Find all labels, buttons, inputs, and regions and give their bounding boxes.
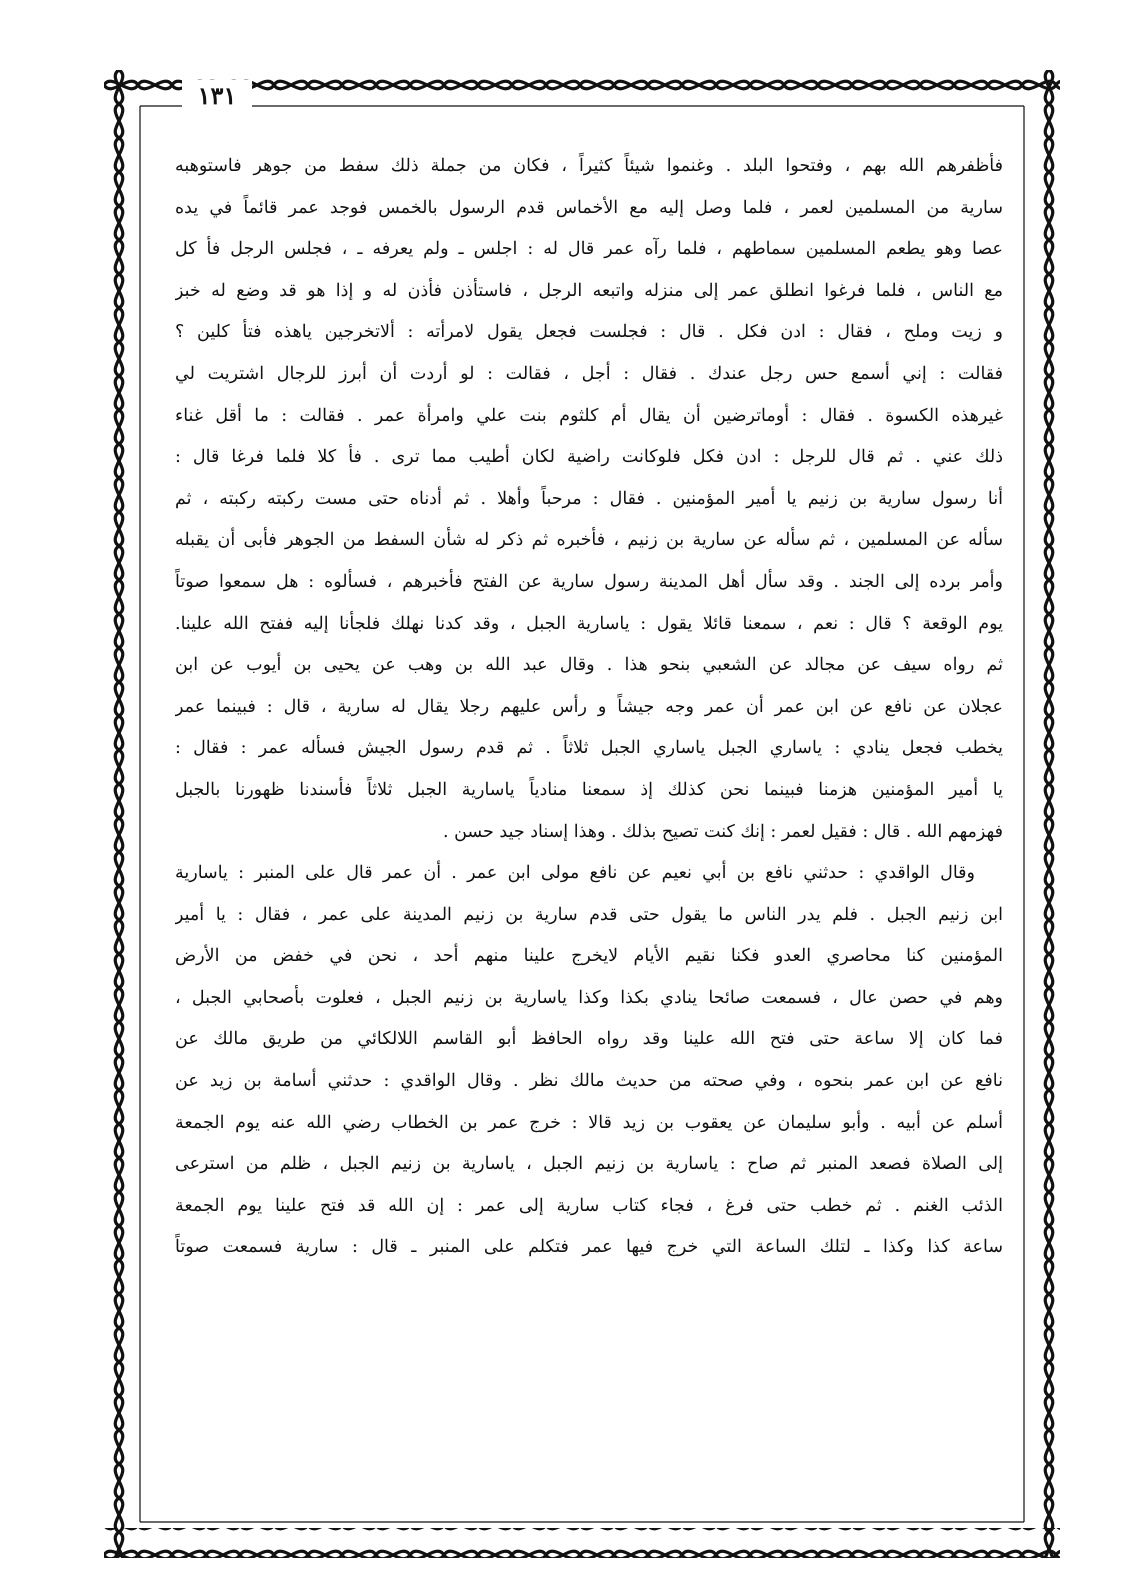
text-line-2: سارية من المسلمين لعمر ، فلما وصل إليه مع الأخماس قدم الرسول بالخمس فوجد عمر قائماً في يده xyxy=(175,197,1003,218)
text-line-15: يخطب فجعل ينادي : ياساري الجبل ياساري الجبل ثلاثاً . ثم قدم رسول الجيش فسأله عمر : فقال : xyxy=(175,738,1003,759)
text-line-6: فقالت : إني أسمع حس رجل عندك . فقال : أجل ، فقالت : لو أردت أن أبرز للرجال اشتريت لي xyxy=(175,363,1003,384)
text-line-18: وقال الواقدي : حدثني نافع بن أبي نعيم عن نافع مولى ابن عمر . أن عمر قال على المنبر : ياسارية xyxy=(175,863,975,884)
text-line-19: ابن زنيم الجبل . فلم يدر الناس ما يقول حتى قدم سارية بن زنيم المدينة على عمر ، فقال : يا أمير xyxy=(175,904,1003,925)
arabic-text-body xyxy=(175,146,1003,1269)
text-line-10: سأله عن المسلمين ، ثم سأله عن سارية بن زنيم ، فأخبره ثم ذكر له شأن السفط من الجوهر فأبى أن يقبله xyxy=(175,530,1003,551)
text-line-11: وأمر برده إلى الجند . وقد سأل أهل المدينة رسول سارية عن الفتح فأخبرهم ، فسألوه : هل سمعوا صوتاً xyxy=(175,571,1003,592)
text-line-12: يوم الوقعة ؟ قال : نعم ، سمعنا قائلا يقول : ياسارية الجبل ، وقد كدنا نهلك فلجأنا إليه ففتح الله علينا. xyxy=(175,613,1003,634)
text-line-23: نافع عن ابن عمر بنحوه ، وفي صحته من حديث مالك نظر . وقال الواقدي : حدثني أسامة بن زيد عن xyxy=(175,1071,1003,1092)
text-line-4: مع الناس ، فلما فرغوا انطلق عمر إلى منزله واتبعه الرجل ، فاستأذن فأذن له و إذا هو قد وضع له خبز xyxy=(175,280,1003,301)
text-line-1: فأظفرهم الله بهم ، وفتحوا البلد . وغنموا شيئاً كثيراً ، فكان من جملة ذلك سفط من جوهر فاستوهبه xyxy=(175,156,1003,176)
text-line-9: أنا رسول سارية بن زنيم يا أمير المؤمنين . فقال : مرحباً وأهلا . ثم أدناه حتى مست ركبته ركبته ، ثم xyxy=(175,488,1003,509)
text-line-21: وهم في حصن عال ، فسمعت صائحا ينادي بكذا وكذا ياسارية بن زنيم الجبل ، فعلوت بأصحابي الجبل ، xyxy=(175,987,1003,1008)
page-number: ١٣١ xyxy=(182,80,252,112)
text-line-17: فهزمهم الله . قال : فقيل لعمر : إنك كنت تصيح بذلك . وهذا إسناد جيد حسن . xyxy=(442,821,1003,842)
text-line-16: يا أمير المؤمنين هزمنا فبينما نحن كذلك إذ سمعنا منادياً ياسارية الجبل ثلاثاً فأسندنا ظهورنا بالجبل xyxy=(175,779,1003,800)
text-line-20: المؤمنين كنا محاصري العدو فكنا نقيم الأيام لايخرج علينا منهم أحد ، نحن في خفض من الأرض xyxy=(175,946,1003,967)
text-line-7: غيرهذه الكسوة . فقال : أوماترضين أن يقال أم كلثوم بنت علي وامرأة عمر . فقالت : ما أقل غناء xyxy=(175,405,1003,426)
text-line-26: الذئب الغنم . ثم خطب حتى فرغ ، فجاء كتاب سارية إلى عمر : إن الله قد فتح علينا يوم الجمعة xyxy=(175,1195,1003,1216)
text-line-13: ثم رواه سيف عن مجالد عن الشعبي بنحو هذا . وقال عبد الله بن وهب عن يحيى بن أيوب عن ابن xyxy=(175,655,1003,676)
text-line-24: أسلم عن أبيه . وأبو سليمان عن يعقوب بن زيد قالا : خرج عمر بن الخطاب رضي الله عنه يوم الجمعة xyxy=(175,1112,1003,1133)
text-line-14: عجلان عن نافع عن ابن عمر أن عمر وجه جيشاً و رأس عليهم رجلا يقال له سارية ، قال : فبينما عمر xyxy=(175,696,1003,717)
text-line-8: ذلك عني . ثم قال للرجل : ادن فكل فلوكانت راضية لكان أطيب مما ترى . فأ كلا فلما فرغا قال : xyxy=(175,447,1003,468)
text-line-22: فما كان إلا ساعة حتى فتح الله علينا وقد رواه الحافظ أبو القاسم اللالكائي من طريق مالك عن xyxy=(175,1029,1003,1050)
text-line-27: ساعة كذا وكذا ـ لتلك الساعة التي خرج فيها عمر فتكلم على المنبر ـ قال : سارية فسمعت صوتاً xyxy=(175,1237,1003,1258)
text-line-25: إلى الصلاة فصعد المنبر ثم صاح : ياسارية بن زنيم الجبل ، ياسارية بن زنيم الجبل ، ظلم من استرعى xyxy=(175,1154,1003,1175)
text-line-5: و زيت وملح ، فقال : ادن فكل . قال : فجلست فجعل يقول لامرأته : ألاتخرجين ياهذه فتأ كلين ؟ xyxy=(175,322,1003,343)
text-line-3: عصا وهو يطعم المسلمين سماطهم ، فلما رآه عمر قال له : اجلس ـ ولم يعرفه ـ ، فجلس الرجل فأ كل xyxy=(175,239,1003,260)
